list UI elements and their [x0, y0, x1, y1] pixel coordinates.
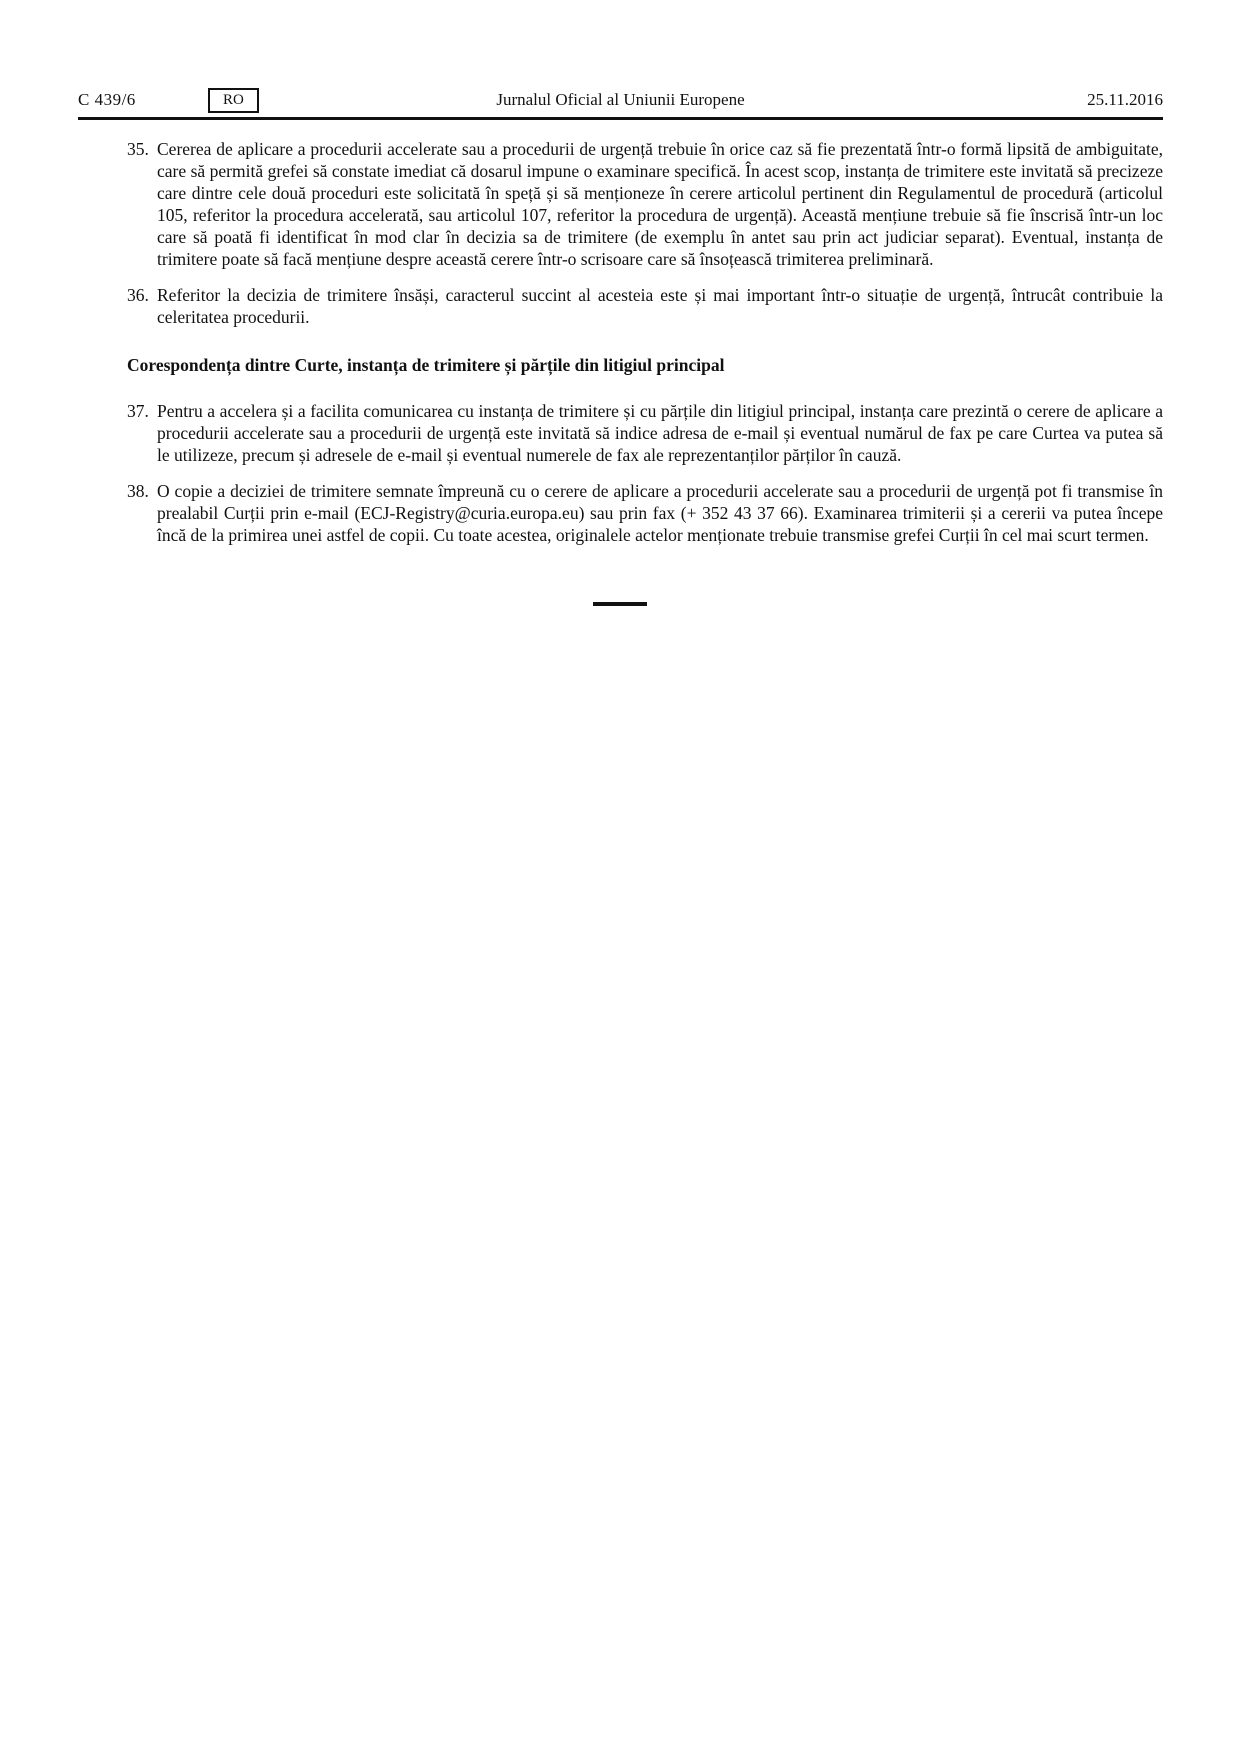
paragraph-38: [127, 480, 1163, 546]
paragraph-37: [127, 400, 1163, 466]
section-heading: Corespondența dintre Curte, instanța de trimitere și părțile din litigiul principal: [127, 355, 725, 375]
paragraph-37-text: Pentru a accelera și a facilita comunicarea cu instanța de trimitere și cu părțile din litigiul principal, instanța care prezintă o cerere de aplicare a procedurii accelerate sau a procedurii de urgență este invitată să indice adresa de e-mail și eventual numărul de fax pe care Curtea va putea să le utilizeze, precum și adresele de e-mail și eventual numerele de fax ale reprezentanților părților în cauză.: [157, 401, 1163, 465]
paragraph-38-number: 38.: [127, 481, 149, 501]
journal-title: Jurnalul Oficial al Uniunii Europene: [496, 90, 745, 109]
section-end-rule: [593, 602, 647, 606]
page-number: C 439/6: [78, 90, 136, 109]
paragraph-35-text: Cererea de aplicare a procedurii accelerate sau a procedurii de urgență trebuie în orice caz să fie prezentată într-o formă lipsită de ambiguitate, care să permită grefei să constate imediat că dosarul impune o examinare specifică. În acest scop, instanța de trimitere este invitată să precizeze care dintre cele două proceduri este solicitată în speță și să menționeze în cerere articolul pertinent din Regulamentul de procedură (articolul 105, referitor la procedura accelerată, sau articolul 107, referitor la procedura de urgență). Această mențiune trebuie să fie înscrisă într-un loc care să poată fi identificat în mod clar în decizia sa de trimitere (de exemplu în antet sau prin act judiciar separat). Eventual, instanța de trimitere poate să facă mențiune despre această cerere într-o scrisoare care să însoțească trimiterea preliminară.: [157, 139, 1163, 269]
header-rule: [78, 117, 1163, 120]
page-header: [78, 90, 1163, 116]
language-code-badge: RO: [208, 88, 259, 113]
issue-date: 25.11.2016: [1087, 90, 1163, 109]
paragraph-36-text: Referitor la decizia de trimitere însăși, caracterul succint al acesteia este și mai important într-o situație de urgență, întrucât contribuie la celeritatea procedurii.: [157, 285, 1163, 327]
paragraph-36: [127, 284, 1163, 328]
paragraph-35: [127, 138, 1163, 270]
paragraph-36-number: 36.: [127, 285, 149, 305]
document-body: [127, 138, 1163, 606]
paragraph-38-text: O copie a deciziei de trimitere semnate împreună cu o cerere de aplicare a procedurii accelerate sau a procedurii de urgență pot fi transmise în prealabil Curții prin e-mail (ECJ-Registry@curia.europa.eu) sau prin fax (+ 352 43 37 66). Examinarea trimiterii și a cererii va putea începe încă de la primirea unei astfel de copii. Cu toate acestea, originalele actelor menționate trebuie transmise grefei Curții în cel mai scurt termen.: [157, 481, 1163, 545]
paragraph-35-number: 35.: [127, 139, 149, 159]
paragraph-37-number: 37.: [127, 401, 149, 421]
